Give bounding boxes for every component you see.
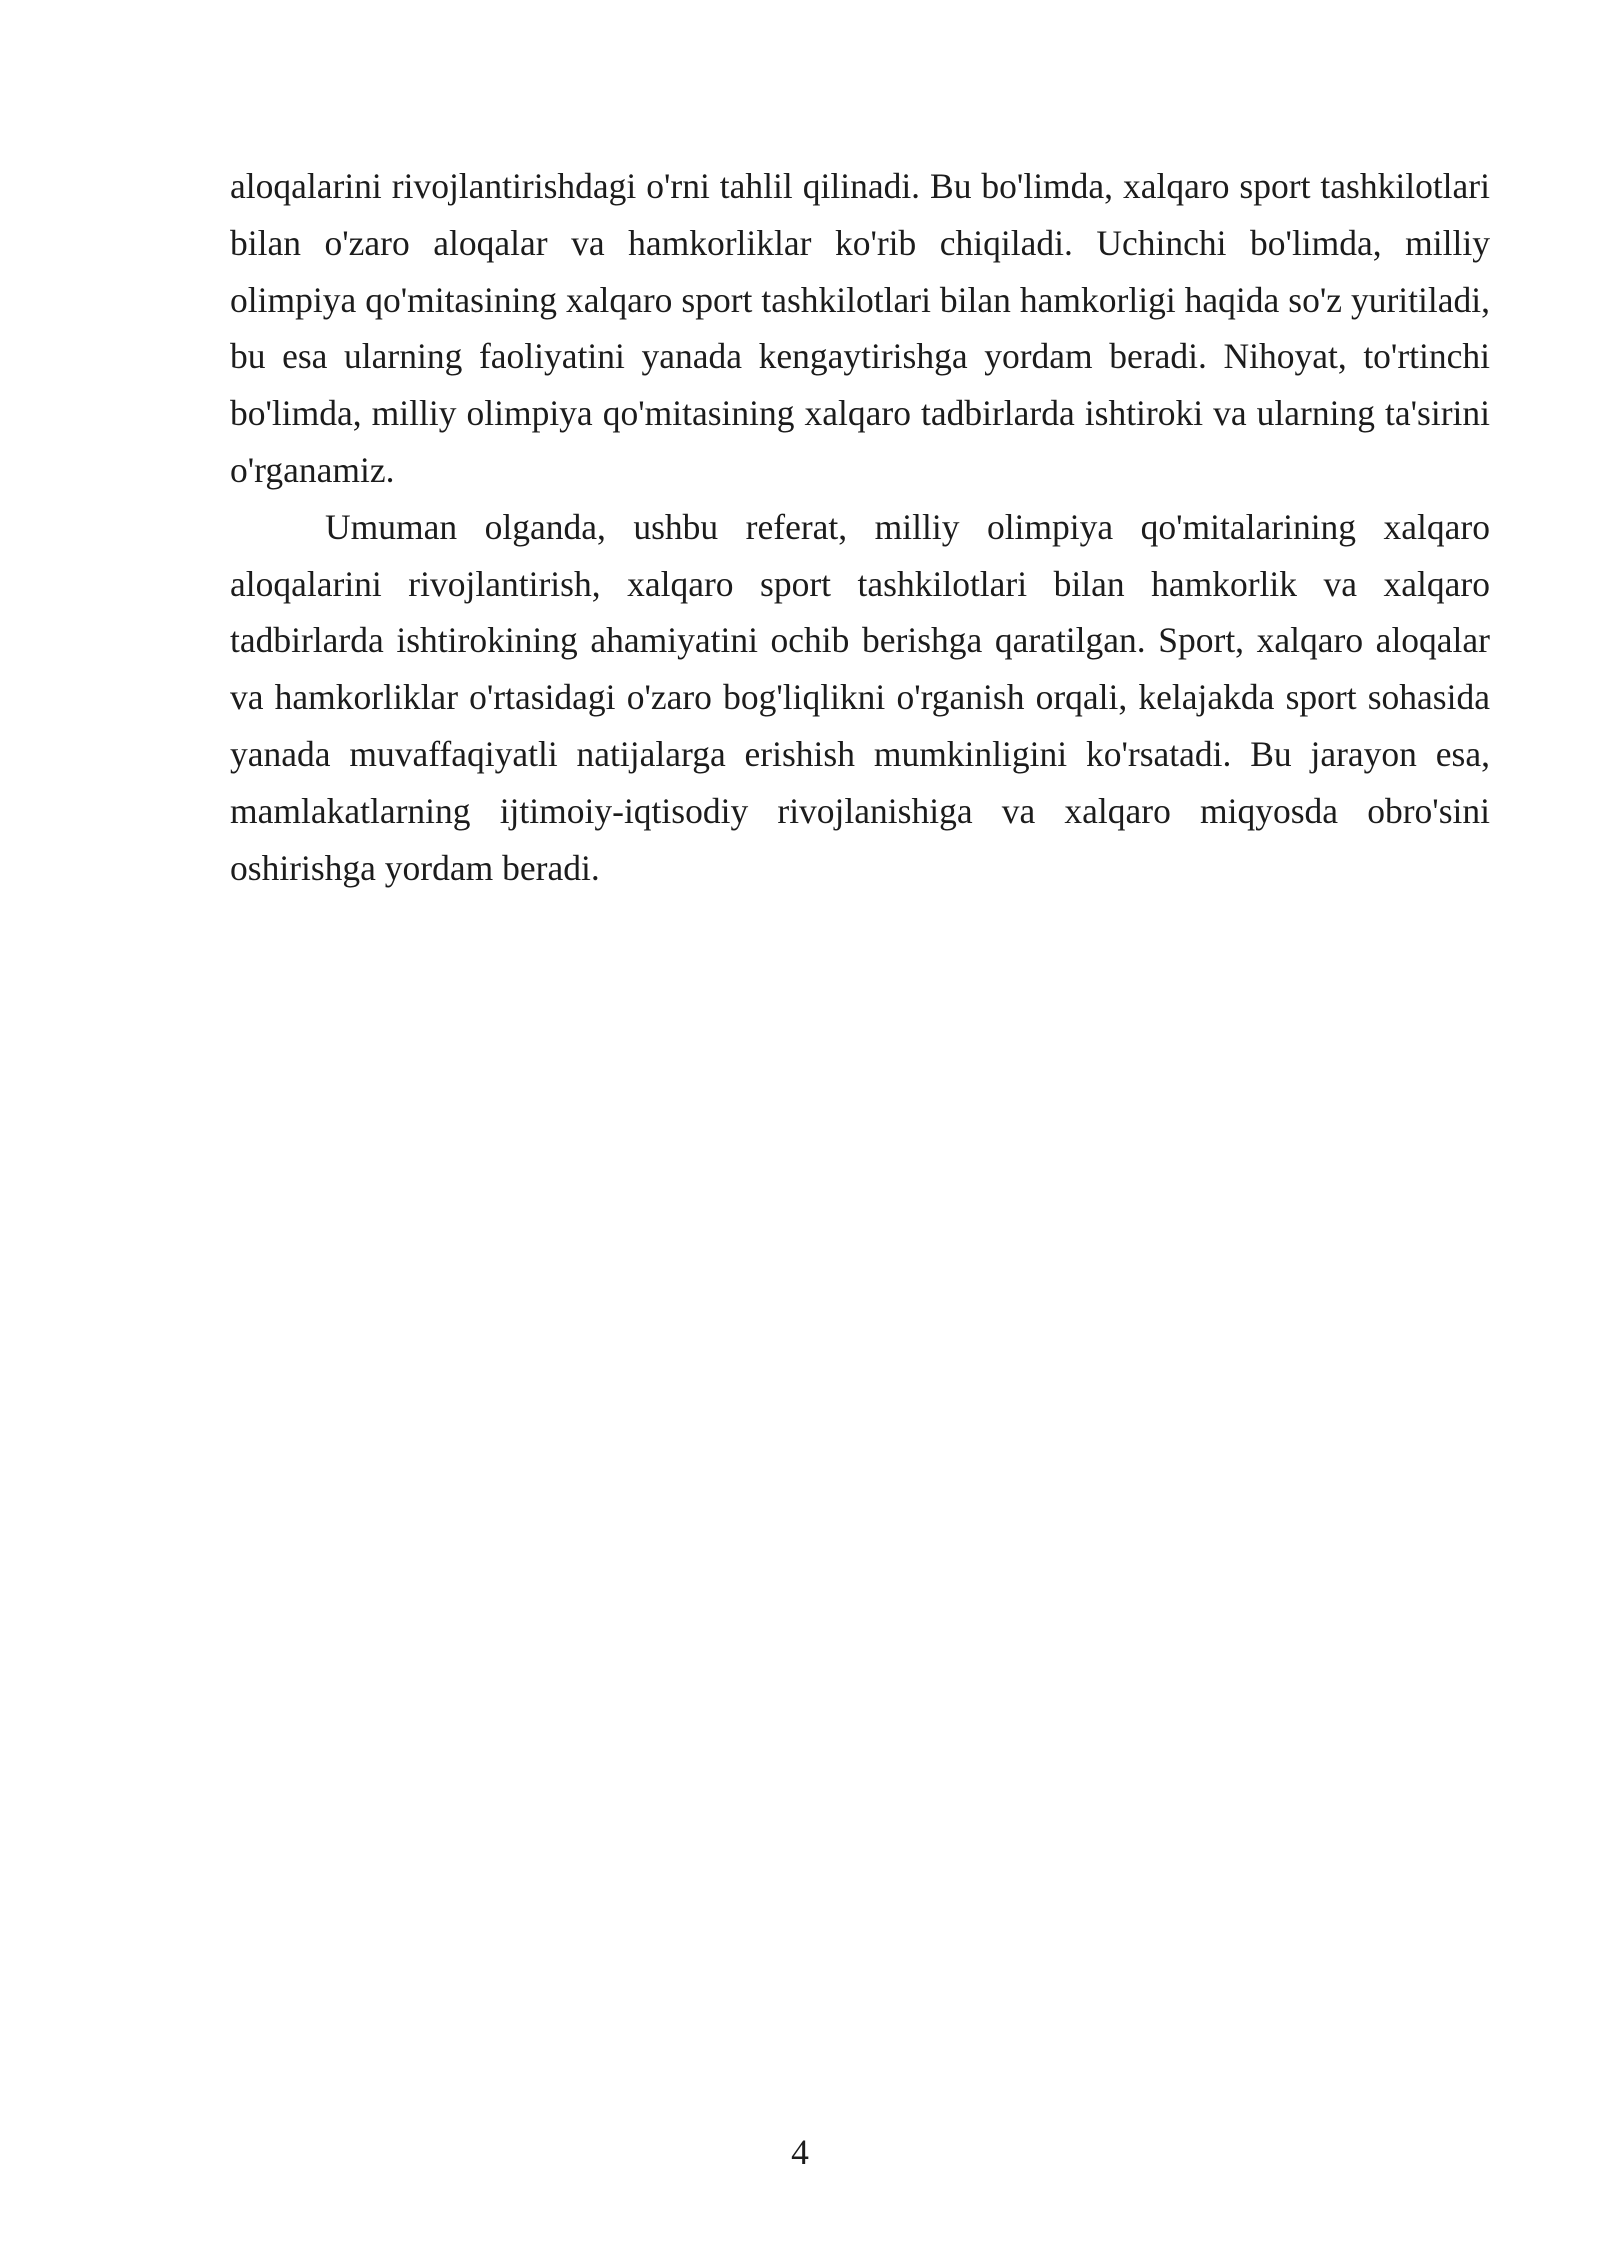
paragraph-summary: Umuman olganda, ushbu referat, milliy olimpiya qo'mitalarining xalqaro aloqalarini rivojlantirish, xalqaro sport tashkilotlari bilan hamkorlik va xalqaro tadbirlarda ishtirokining ahamiyatini ochib berishga qaratilgan. Sport, xalqaro aloqalar va hamkorliklar o'rtasidagi o'zaro bog'liqlikni o'rganish orqali, kelajakda sport sohasida yanada muvaffaqiyatli natijalarga erishish mumkinligini ko'rsatadi. Bu jarayon esa, mamlakatlarning ijtimoiy-iqtisodiy rivojlanishiga va xalqaro miqyosda obro'sini oshirishga yordam beradi. <box>230 506 1490 888</box>
paragraph-continuation: aloqalarini rivojlantirishdagi o'rni tahlil qilinadi. Bu bo'limda, xalqaro sport tashkilotlari bilan o'zaro aloqalar va hamkorliklar ko'rib chiqiladi. Uchinchi bo'limda, milliy olimpiya qo'mitasining xalqaro sport tashkilotlari bilan hamkorligi haqida so'z yuritiladi, bu esa ularning faoliyatini yanada kengaytirishga yordam beradi. Nihoyat, to'rtinchi bo'limda, milliy olimpiya qo'mitasining xalqaro tadbirlarda ishtiroki va ularning ta'sirini o'rganamiz. <box>230 166 1490 490</box>
body-text <box>230 158 1490 896</box>
page-number: 4 <box>791 2132 809 2172</box>
